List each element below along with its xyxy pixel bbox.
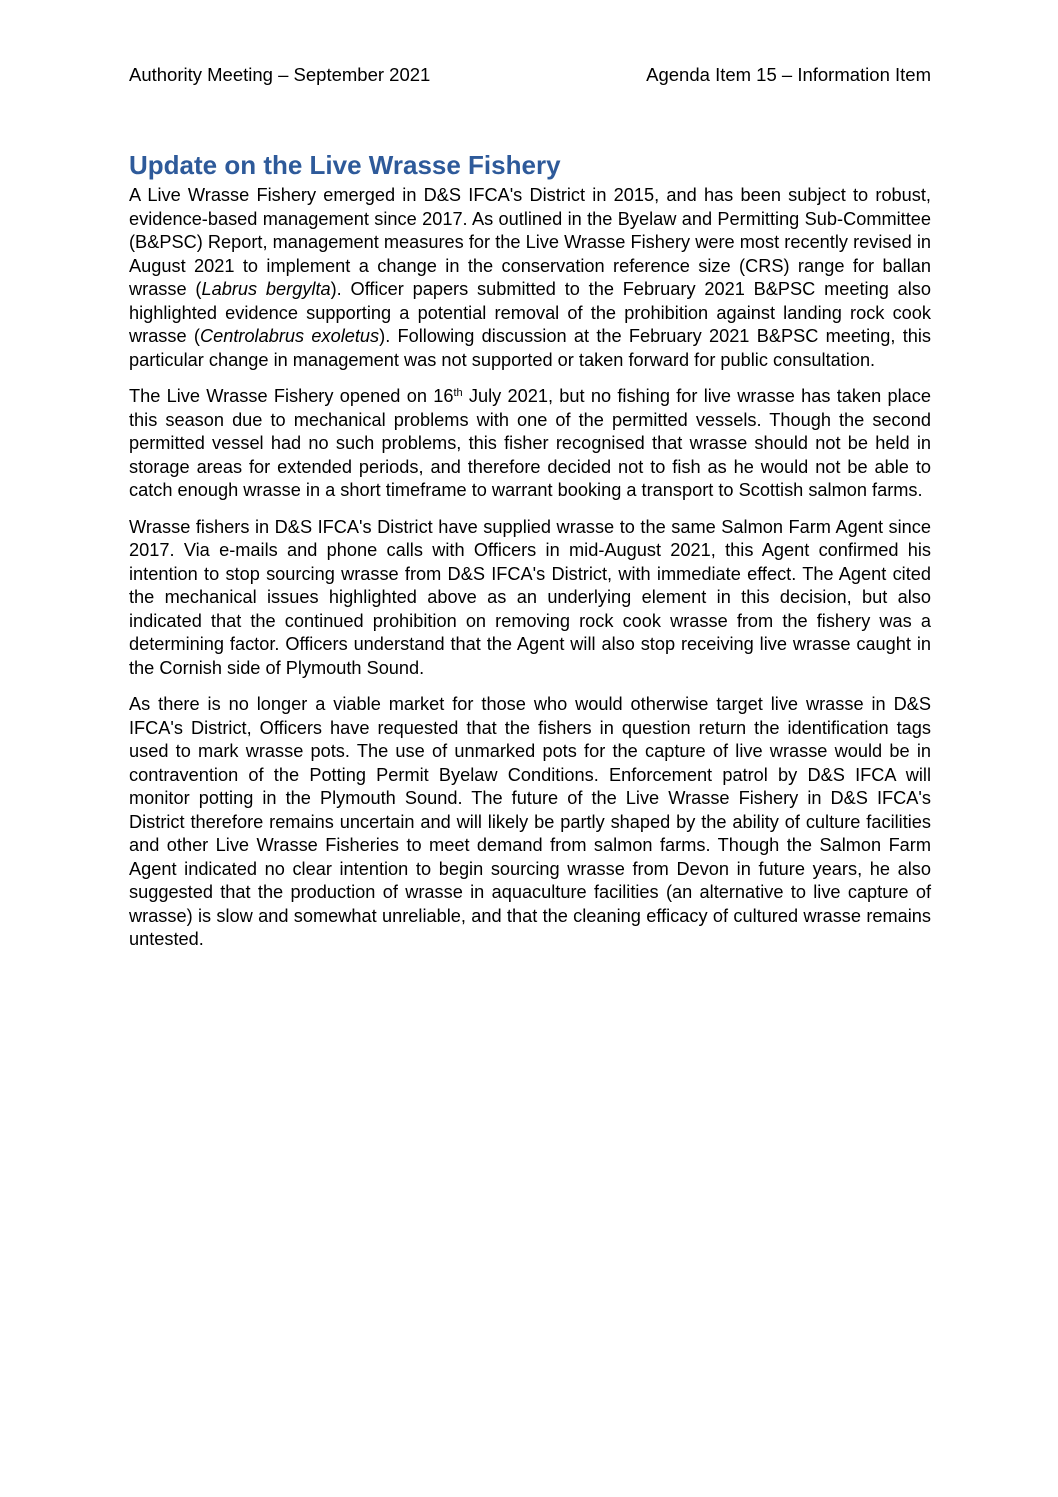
paragraph-1-text-a: A Live Wrasse Fishery emerged in D&S IFCA's District in 2015, and has been subject to robust, evidence-based management since 2017. As outlined in the Byelaw and Permitting Sub-Committee (B&PSC) Report, management measures for the Live Wrasse Fishery were most recently revised in August 2021 to implement a change in the conservation reference size (CRS) range for ballan wrasse (	[129, 185, 931, 299]
species-name-ballan: Labrus bergylta	[201, 279, 331, 299]
paragraph-1-text-c: ). Following discussion at the February 2021 B&PSC meeting, this particular change in management was not supported or taken forward for public consultation.	[129, 326, 932, 370]
page-header	[129, 64, 931, 86]
page-title: Update on the Live Wrasse Fishery	[129, 150, 561, 180]
paragraph-2-text-a: The Live Wrasse Fishery opened on 16	[129, 386, 454, 406]
header-agenda-item: Agenda Item 15 – Information Item	[646, 64, 931, 85]
document-body	[129, 184, 931, 965]
ordinal-suffix: th	[453, 387, 463, 399]
paragraph-3: Wrasse fishers in D&S IFCA's District have supplied wrasse to the same Salmon Farm Agent since 2017. Via e-mails and phone calls with Officers in mid-August 2021, this Agent confirmed his intention to stop sourcing wrasse from D&S IFCA's District, with immediate effect. The Agent cited the mechanical issues highlighted above as an underlying element in this decision, but also indicated that the continued prohibition on removing rock cook wrasse from the fishery was a determining factor. Officers understand that the Agent will also stop receiving live wrasse caught in the Cornish side of Plymouth Sound.	[129, 516, 931, 678]
paragraph-2	[129, 385, 931, 503]
paragraph-4: As there is no longer a viable market for those who would otherwise target live wrasse in D&S IFCA's District, Officers have requested that the fishers in question return the identification tags used to mark wrasse pots. The use of unmarked pots for the capture of live wrasse would be in contravention of the Potting Permit Byelaw Conditions. Enforcement patrol by D&S IFCA will monitor potting in the Plymouth Sound. The future of the Live Wrasse Fishery in D&S IFCA's District therefore remains uncertain and will likely be partly shaped by the ability of culture facilities and other Live Wrasse Fisheries to meet demand from salmon farms. Though the Salmon Farm Agent indicated no clear intention to begin sourcing wrasse from Devon in future years, he also suggested that the production of wrasse in aquaculture facilities (an alternative to live capture of wrasse) is slow and somewhat unreliable, and that the cleaning efficacy of cultured wrasse remains untested.	[129, 694, 931, 949]
species-name-rock-cook: Centrolabrus exoletus	[199, 326, 380, 346]
paragraph-1-text-b: ). Officer papers submitted to the February 2021 B&PSC meeting also highlighted evidence supporting a potential removal of the prohibition against landing rock cook wrasse (	[129, 279, 932, 346]
paragraph-2-text-b: July 2021, but no fishing for live wrasse has taken place this season due to mechanical problems with one of the permitted vessels. Though the second permitted vessel had no such problems, this fisher recognised that wrasse should not be held in storage areas for extended periods, and therefore decided not to fish as he would not be able to catch enough wrasse in a short timeframe to warrant booking a transport to Scottish salmon farms.	[129, 386, 931, 500]
header-meeting: Authority Meeting – September 2021	[129, 64, 431, 85]
paragraph-1	[129, 184, 931, 372]
